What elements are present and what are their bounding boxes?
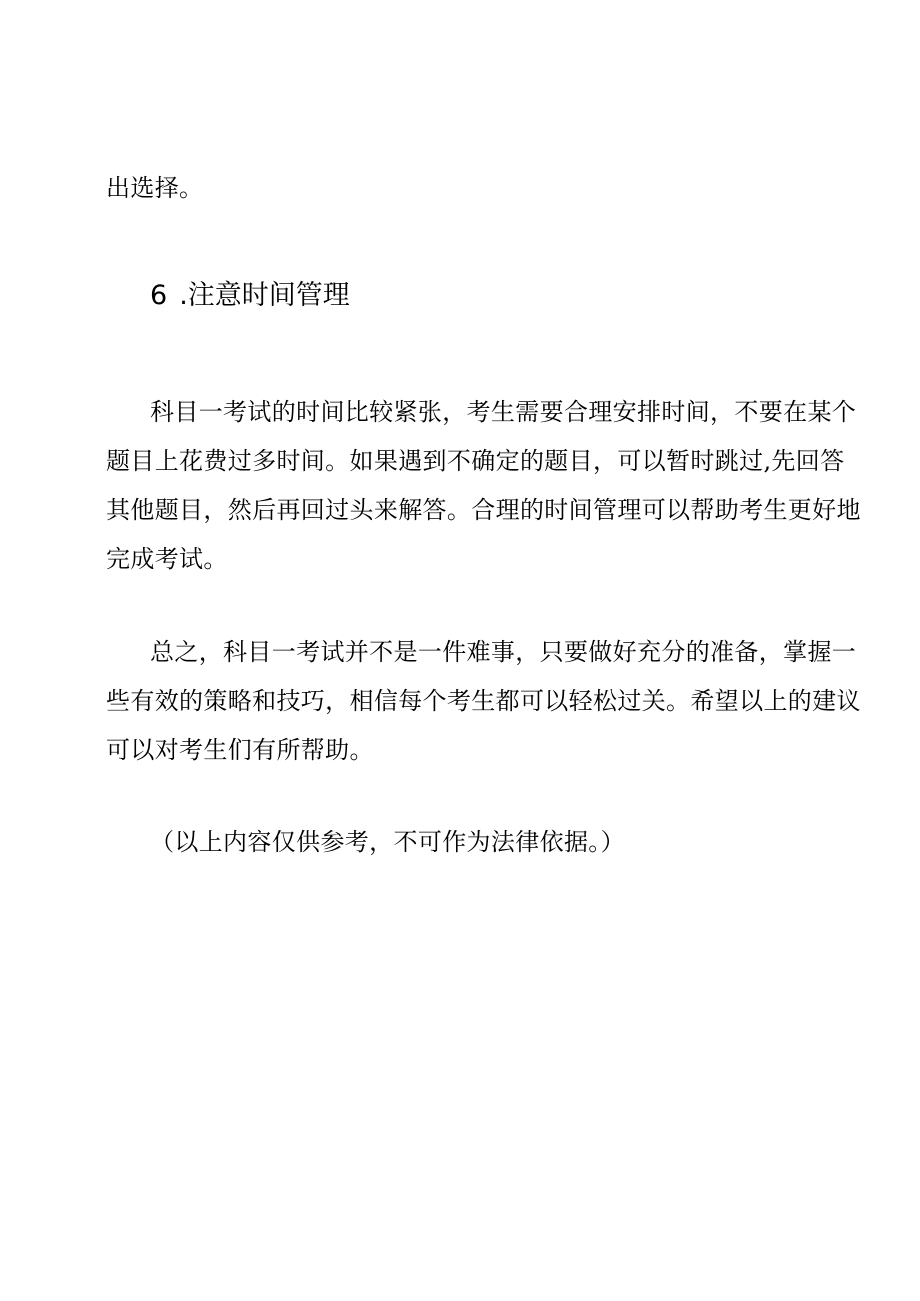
section-title: .注意时间管理 (179, 280, 350, 311)
paragraph-line: 完成考试。 (106, 545, 228, 573)
section-heading (150, 278, 350, 314)
disclaimer-note: （以上内容仅供参考，不可作为法律依据。） (150, 828, 625, 856)
paragraph-line: 总之，科目一考试并不是一件难事，只要做好充分的准备，掌握一 (150, 638, 857, 666)
paragraph-line: 可以对考生们有所帮助。 (106, 736, 374, 764)
section-number: 6 (150, 280, 168, 311)
paragraph-line: 科目一考试的时间比较紧张，考生需要合理安排时间，不要在某个 (150, 398, 857, 426)
continuation-line: 出选择。 (106, 174, 204, 202)
paragraph-line: 其他题目，然后再回过头来解答。合理的时间管理可以帮助考生更好地 (106, 496, 861, 524)
paragraph-line: 题目上花费过多时间。如果遇到不确定的题目，可以暂时跳过,先回答 (106, 447, 845, 475)
paragraph-line: 些有效的策略和技巧，相信每个考生都可以轻松过关。希望以上的建议 (106, 687, 861, 715)
